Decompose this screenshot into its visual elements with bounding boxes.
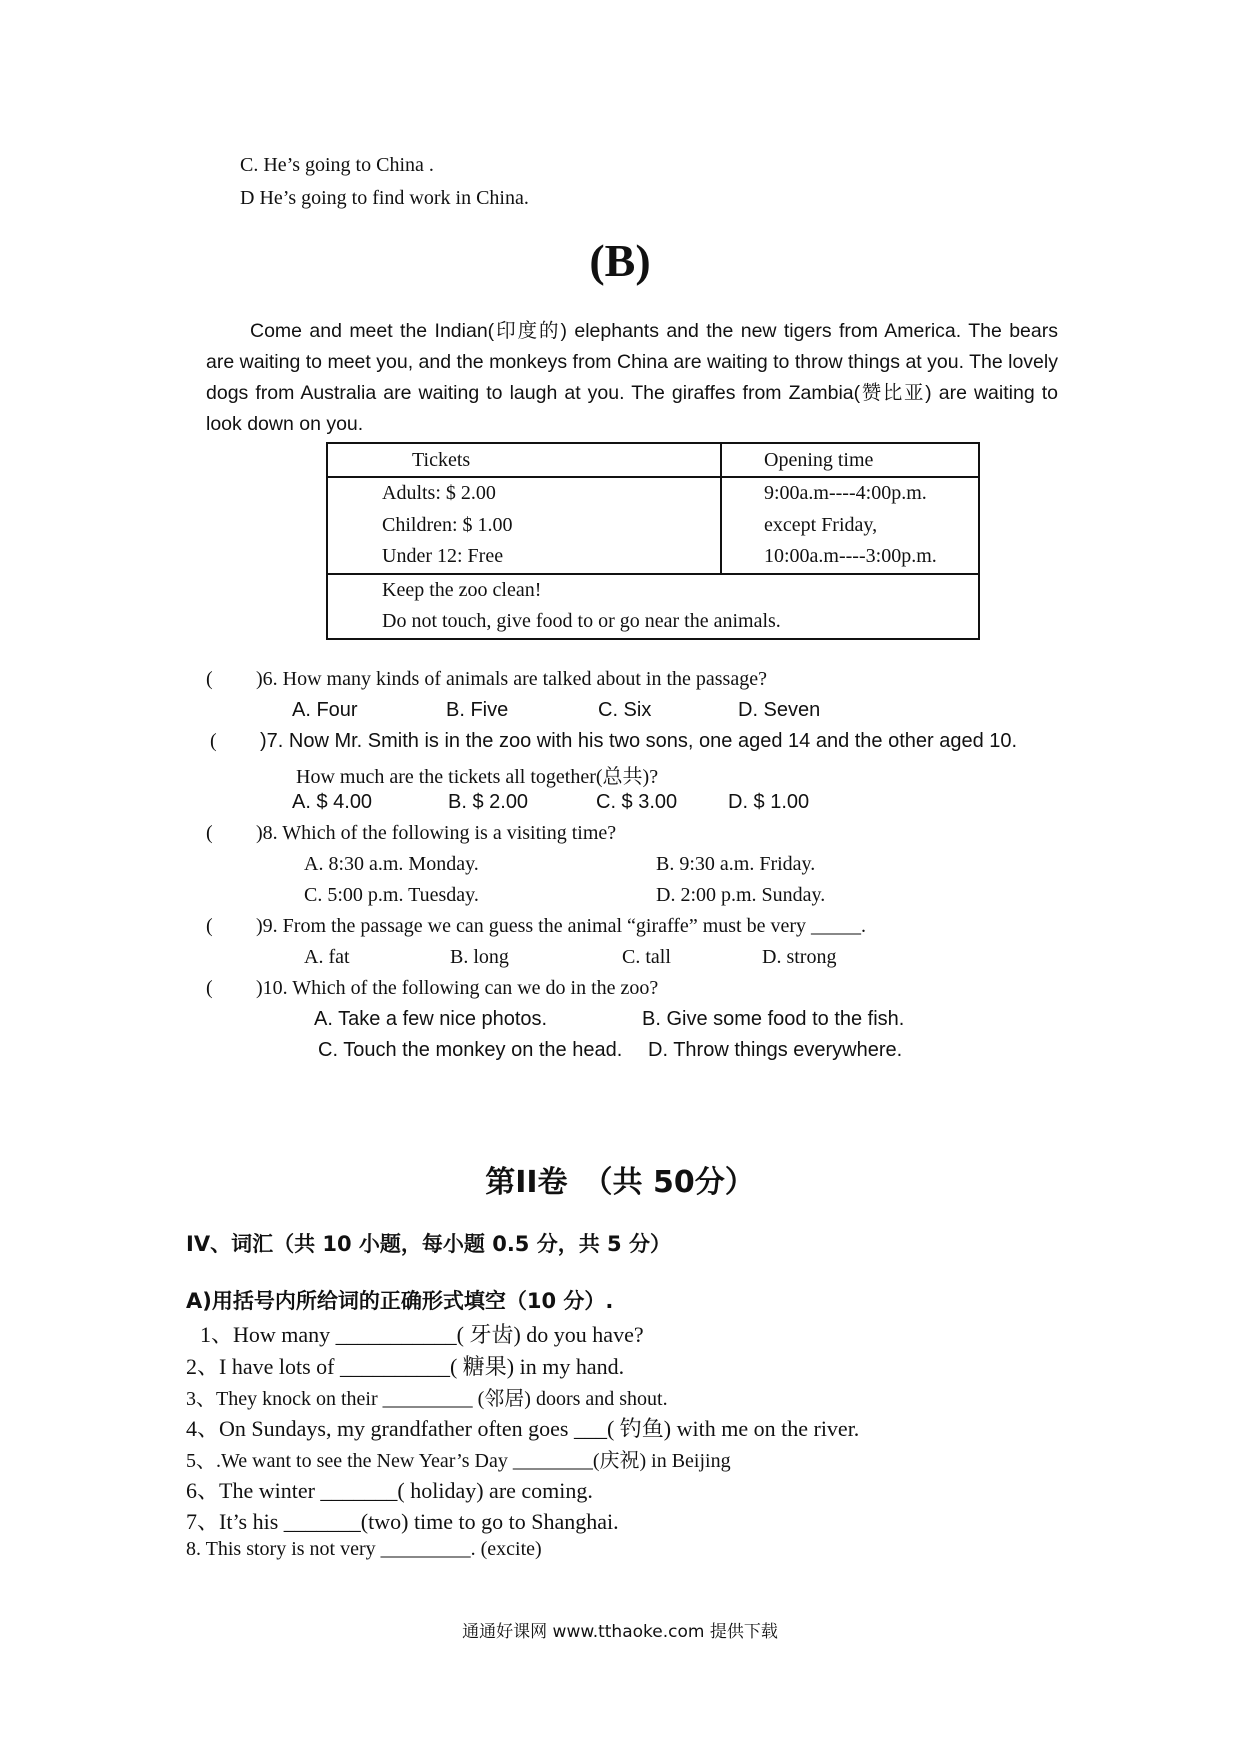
vocab-item-6: 6、The winter _______( holiday) are coming. bbox=[186, 1478, 593, 1503]
question-7-stem: )7. Now Mr. Smith is in the zoo with his two sons, one aged 14 and the other aged 10. bbox=[260, 730, 1018, 752]
q9-option-b: B. long bbox=[450, 946, 509, 968]
vocab-item-8: 8. This story is not very _________. (excite) bbox=[186, 1538, 542, 1560]
q10-option-d: D. Throw things everywhere. bbox=[648, 1039, 903, 1061]
option-c-text: C. He’s going to China . bbox=[240, 154, 434, 176]
tickets-cell bbox=[327, 477, 721, 574]
zoo-rules-cell bbox=[327, 574, 979, 639]
q6-option-d: D. Seven bbox=[738, 699, 821, 721]
q7-option-a: A. $ 4.00 bbox=[292, 791, 373, 813]
opening-time-cell bbox=[721, 477, 979, 574]
page-footer: 通通好课网 www.tthaoke.com 提供下载 bbox=[462, 1622, 778, 1642]
section-b-heading: (B) bbox=[589, 235, 651, 286]
vocab-item-1: 1、How many ___________( 牙齿) do you have? bbox=[200, 1322, 644, 1347]
q10-option-b: B. Give some food to the fish. bbox=[642, 1008, 905, 1030]
q8-option-c: C. 5:00 p.m. Tuesday. bbox=[304, 884, 479, 906]
opening-except: except Friday, bbox=[764, 513, 878, 536]
question-8-stem: )8. Which of the following is a visiting time? bbox=[256, 822, 617, 844]
q6-option-b: B. Five bbox=[446, 699, 509, 721]
vocab-item-7: 7、It’s his _______(two) time to go to Shanghai. bbox=[186, 1509, 619, 1534]
zoo-info-table bbox=[326, 442, 980, 640]
section-iv-heading: IV、词汇（共 10 小题，每小题 0.5 分，共 5 分） bbox=[186, 1232, 671, 1256]
answer-paren: ( bbox=[210, 730, 217, 752]
sub-a-heading: A)用括号内所给词的正确形式填空（10 分）. bbox=[186, 1289, 614, 1313]
opening-friday: 10:00a.m----3:00p.m. bbox=[764, 545, 937, 567]
q9-option-a: A. fat bbox=[304, 946, 350, 968]
q9-option-c: C. tall bbox=[622, 946, 671, 968]
ticket-children: Children: $ 1.00 bbox=[382, 513, 513, 536]
q7-option-d: D. $ 1.00 bbox=[728, 791, 810, 813]
q6-option-c: C. Six bbox=[598, 699, 652, 721]
opening-weekday: 9:00a.m----4:00p.m. bbox=[764, 482, 927, 504]
vocab-item-2: 2、I have lots of __________( 糖果) in my hand. bbox=[186, 1354, 625, 1379]
answer-paren: ( bbox=[206, 977, 213, 999]
tickets-header: Tickets bbox=[327, 443, 721, 477]
answer-paren: ( bbox=[206, 822, 213, 844]
rule-keep-clean: Keep the zoo clean! bbox=[382, 578, 542, 601]
answer-paren: ( bbox=[206, 668, 213, 690]
question-10-stem: )10. Which of the following can we do in the zoo? bbox=[256, 977, 659, 999]
q7-option-c: C. $ 3.00 bbox=[596, 791, 678, 813]
q8-option-b: B. 9:30 a.m. Friday. bbox=[656, 853, 816, 875]
question-6-stem: )6. How many kinds of animals are talked about in the passage? bbox=[256, 668, 767, 690]
vocab-item-5: 5、.We want to see the New Year’s Day ________(庆祝) in Beijing bbox=[186, 1450, 731, 1472]
ticket-under-12: Under 12: Free bbox=[382, 545, 504, 567]
rule-do-not-touch: Do not touch, give food to or go near the animals. bbox=[382, 610, 781, 632]
q10-option-a: A. Take a few nice photos. bbox=[314, 1008, 548, 1030]
q10-option-c: C. Touch the monkey on the head. bbox=[318, 1039, 623, 1061]
q7-option-b: B. $ 2.00 bbox=[448, 791, 529, 813]
question-9-stem: )9. From the passage we can guess the animal “giraffe” must be very _____. bbox=[256, 915, 866, 937]
option-d-text: D He’s going to find work in China. bbox=[240, 187, 529, 209]
q9-option-d: D. strong bbox=[762, 946, 837, 968]
opening-time-header: Opening time bbox=[721, 443, 979, 477]
part-two-title: 第II卷 （共 50分） bbox=[485, 1165, 755, 1200]
answer-paren: ( bbox=[206, 915, 213, 937]
q8-option-a: A. 8:30 a.m. Monday. bbox=[304, 853, 479, 875]
reading-passage: Come and meet the Indian(印度的) elephants and the new tigers from America. The bears are waiting to meet you, and the monkeys from China are waiting to throw things at you. The lovely dogs from Australia are waiting to laugh at you. The giraffes from Zambia(赞比亚) are waiting to look down on you. bbox=[206, 320, 1058, 435]
q6-option-a: A. Four bbox=[292, 699, 358, 721]
question-7-stem-line2: How much are the tickets all together(总共)? bbox=[296, 766, 659, 788]
ticket-adults: Adults: $ 2.00 bbox=[382, 482, 496, 504]
vocab-item-4: 4、On Sundays, my grandfather often goes ___( 钓鱼) with me on the river. bbox=[186, 1416, 860, 1441]
vocab-item-3: 3、They knock on their _________ (邻居) doors and shout. bbox=[186, 1388, 668, 1410]
q8-option-d: D. 2:00 p.m. Sunday. bbox=[656, 884, 826, 906]
